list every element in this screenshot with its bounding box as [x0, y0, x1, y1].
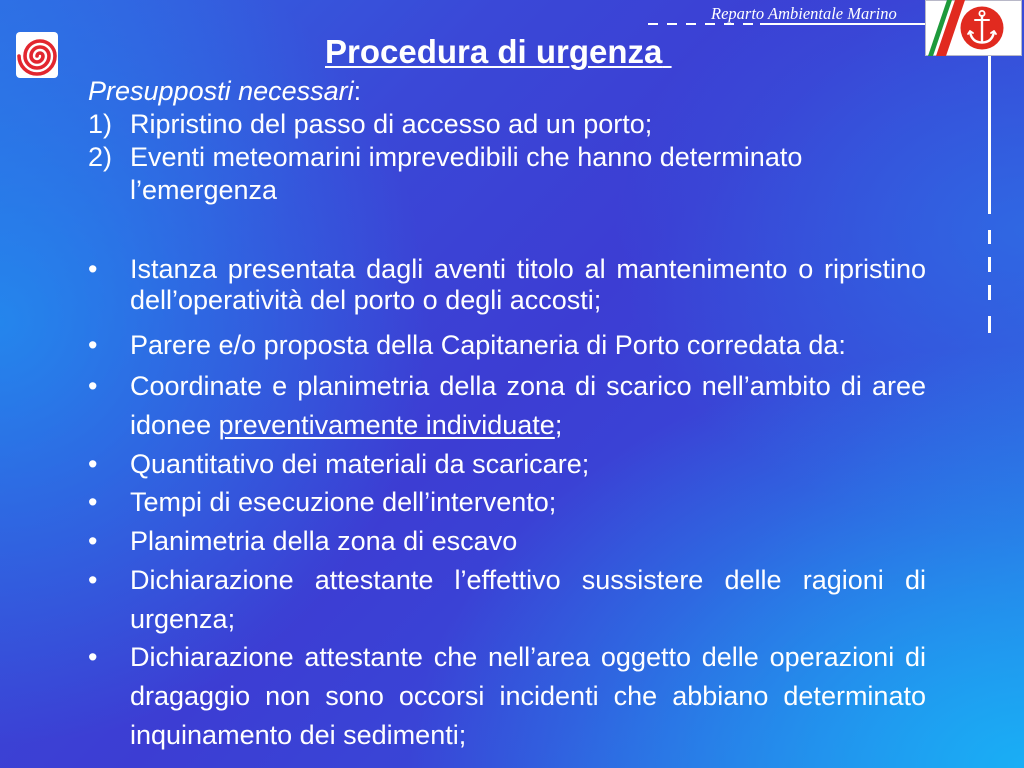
prerequisites-heading	[88, 75, 926, 108]
bullet-text: Parere e/o proposta della Capitaneria di Porto corredata da:	[130, 330, 846, 360]
header-dashed-rule	[648, 23, 762, 25]
right-vertical-rule	[988, 56, 991, 214]
page-title	[325, 34, 672, 70]
bullet-item	[88, 254, 926, 316]
right-dash-4	[988, 316, 991, 333]
bullet-item	[88, 367, 926, 445]
bullet-marker: •	[88, 642, 98, 673]
coast-guard-emblem	[925, 0, 1022, 56]
bullet-text: Quantitativo dei materiali da scaricare;	[130, 448, 590, 479]
numbered-marker: 2)	[88, 142, 113, 172]
bullet-marker: •	[88, 526, 98, 556]
bullet-marker: •	[88, 330, 98, 360]
bullet-marker: •	[88, 371, 98, 401]
prerequisites-heading-colon: :	[353, 76, 362, 106]
requirements-list-part-3	[88, 367, 926, 755]
prerequisites-heading-text: Presupposti necessari	[88, 76, 354, 106]
numbered-item	[88, 108, 926, 141]
spiral-logo	[16, 32, 58, 78]
bullet-item	[88, 483, 926, 522]
bullet-underlined-text: preventivamente individuate	[218, 409, 555, 440]
bullet-marker: •	[88, 487, 98, 518]
right-dash-3	[988, 285, 991, 300]
bullet-marker: •	[88, 254, 98, 284]
bullet-text: Coordinate e planimetria della zona di scarico nell’ambito di aree idonee	[130, 371, 926, 440]
page-title-text: Procedura di urgenza	[325, 33, 663, 70]
bullet-text-suffix: ;	[554, 409, 563, 440]
bullet-item	[88, 522, 926, 561]
bullet-item	[88, 445, 926, 484]
department-label: Reparto Ambientale Marino	[711, 4, 897, 23]
numbered-item	[88, 141, 926, 207]
bullet-text: Tempi di esecuzione dell’intervento;	[130, 487, 557, 518]
requirements-list-part-1	[88, 254, 926, 316]
bullet-marker: •	[88, 448, 98, 479]
bullet-text: Istanza presentata dagli aventi titolo al mantenimento o ripristino dell’operatività del porto o degli accosti;	[130, 254, 926, 315]
prerequisites-section	[88, 75, 926, 207]
bullet-text: Dichiarazione attestante l’effettivo sussistere delle ragioni di urgenza;	[130, 564, 926, 634]
numbered-marker: 1)	[88, 109, 113, 139]
numbered-item-text: Ripristino del passo di accesso ad un porto;	[130, 109, 653, 139]
bullet-text: Dichiarazione attestante che nell’area oggetto delle operazioni di dragaggio non sono occorsi incidenti che abbiano determinato inquinamento dei sedimenti;	[130, 642, 926, 750]
header-rule	[760, 23, 925, 25]
bullet-item	[88, 330, 926, 361]
right-dash-1	[988, 230, 991, 244]
bullet-marker: •	[88, 564, 98, 595]
bullet-text: Planimetria della zona di escavo	[130, 526, 518, 556]
requirements-list-part-2	[88, 330, 926, 361]
numbered-item-text: Eventi meteomarini imprevedibili che hanno determinato l’emergenza	[130, 142, 803, 205]
bullet-item	[88, 561, 926, 639]
right-dash-2	[988, 257, 991, 272]
bullet-item	[88, 638, 926, 754]
